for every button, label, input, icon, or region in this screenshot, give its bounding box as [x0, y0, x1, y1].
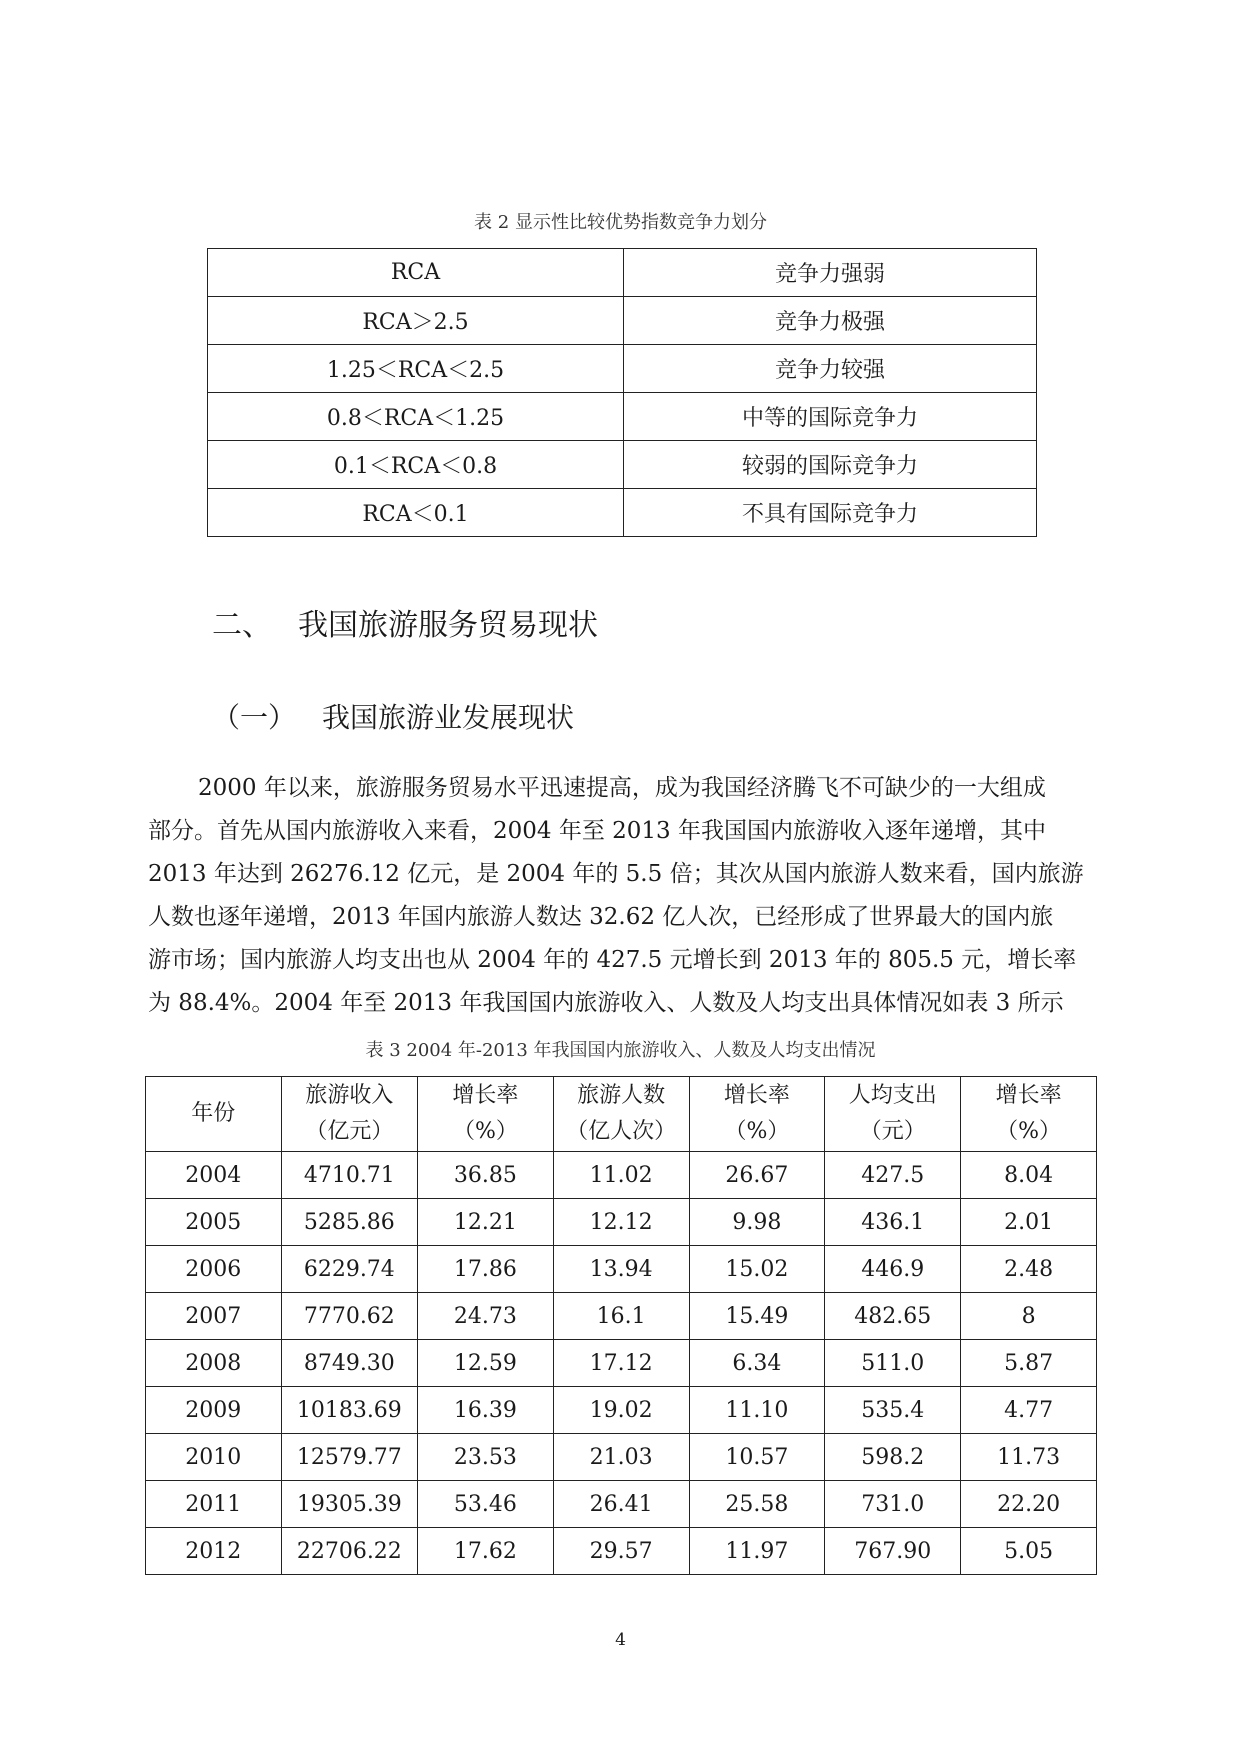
value-cell: 5.05 [961, 1528, 1097, 1575]
competitiveness-cell: 竞争力强弱 [624, 249, 1037, 297]
value-cell: 535.4 [825, 1387, 961, 1434]
value-cell: 9.98 [689, 1199, 825, 1246]
paragraph-line: 2000 年以来，旅游服务贸易水平迅速提高，成为我国经济腾飞不可缺少的一大组成 [198, 775, 1046, 801]
table-row [146, 1340, 1097, 1387]
subsection-number: （一） [212, 701, 297, 734]
paragraph-line: 为 88.4%。2004 年至 2013 年我国国内旅游收入、人数及人均支出具体情况如表 3 所示 [148, 990, 1064, 1016]
year-cell: 2010 [146, 1434, 282, 1481]
header-label: 年份 [191, 1101, 236, 1126]
value-cell: 7770.62 [281, 1293, 417, 1340]
table-header-row [208, 249, 1037, 297]
column-header [553, 1077, 689, 1152]
value-cell: 6.34 [689, 1340, 825, 1387]
value-cell: 16.1 [553, 1293, 689, 1340]
value-cell: 16.39 [418, 1387, 554, 1434]
value-cell: 5285.86 [281, 1199, 417, 1246]
value-cell: 8.04 [961, 1152, 1097, 1199]
value-cell: 29.57 [553, 1528, 689, 1575]
header-label: 旅游收入 [305, 1083, 394, 1108]
section-title: 我国旅游服务贸易现状 [298, 608, 598, 643]
value-cell: 436.1 [825, 1199, 961, 1246]
header-label: 增长率 [452, 1083, 519, 1108]
paragraph-line: 部分。首先从国内旅游收入来看，2004 年至 2013 年我国国内旅游收入逐年递增，其中 [148, 818, 1046, 844]
tourism-statistics-table [145, 1076, 1097, 1575]
value-cell: 15.49 [689, 1293, 825, 1340]
table-row [208, 297, 1037, 345]
value-cell: 12579.77 [281, 1434, 417, 1481]
table-row [146, 1387, 1097, 1434]
value-cell: 427.5 [825, 1152, 961, 1199]
subsection-title: 我国旅游业发展现状 [322, 701, 575, 734]
value-cell: 22706.22 [281, 1528, 417, 1575]
rca-range-cell: RCA＞2.5 [208, 297, 624, 345]
header-label: 旅游人数 [577, 1083, 666, 1108]
value-cell: 11.02 [553, 1152, 689, 1199]
value-cell: 11.73 [961, 1434, 1097, 1481]
competitiveness-cell: 竞争力较强 [624, 345, 1037, 393]
table2-caption: 表 2 显示性比较优势指数竞争力划分 [474, 212, 767, 233]
value-cell: 23.53 [418, 1434, 554, 1481]
header-unit: （%） [452, 1119, 518, 1144]
value-cell: 26.67 [689, 1152, 825, 1199]
year-cell: 2011 [146, 1481, 282, 1528]
value-cell: 17.12 [553, 1340, 689, 1387]
competitiveness-cell: 竞争力极强 [624, 297, 1037, 345]
table-row [146, 1293, 1097, 1340]
value-cell: 598.2 [825, 1434, 961, 1481]
year-cell: 2009 [146, 1387, 282, 1434]
rca-range-cell: RCA＜0.1 [208, 489, 624, 537]
year-cell: 2005 [146, 1199, 282, 1246]
column-header [961, 1077, 1097, 1152]
column-header [418, 1077, 554, 1152]
value-cell: 11.97 [689, 1528, 825, 1575]
table-row [146, 1246, 1097, 1293]
value-cell: 17.86 [418, 1246, 554, 1293]
section-number: 二、 [212, 608, 272, 643]
body-paragraph [148, 767, 1098, 1025]
header-unit: （亿元） [305, 1119, 394, 1144]
table3-caption: 表 3 2004 年-2013 年我国国内旅游收入、人数及人均支出情况 [365, 1040, 876, 1061]
table-row [146, 1434, 1097, 1481]
value-cell: 25.58 [689, 1481, 825, 1528]
year-cell: 2007 [146, 1293, 282, 1340]
header-unit: （元） [859, 1119, 926, 1144]
value-cell: 53.46 [418, 1481, 554, 1528]
value-cell: 17.62 [418, 1528, 554, 1575]
value-cell: 446.9 [825, 1246, 961, 1293]
subsection-heading [212, 696, 574, 736]
value-cell: 15.02 [689, 1246, 825, 1293]
table-row [208, 345, 1037, 393]
header-label: 人均支出 [848, 1083, 937, 1108]
rca-range-cell: 0.8＜RCA＜1.25 [208, 393, 624, 441]
value-cell: 10.57 [689, 1434, 825, 1481]
value-cell: 36.85 [418, 1152, 554, 1199]
year-cell: 2006 [146, 1246, 282, 1293]
paragraph-line: 人数也逐年递增，2013 年国内旅游人数达 32.62 亿人次，已经形成了世界最大的国内旅 [148, 904, 1054, 930]
value-cell: 8 [961, 1293, 1097, 1340]
value-cell: 6229.74 [281, 1246, 417, 1293]
rca-range-cell: 0.1＜RCA＜0.8 [208, 441, 624, 489]
value-cell: 731.0 [825, 1481, 961, 1528]
page-number: 4 [615, 1630, 626, 1650]
table-row [208, 489, 1037, 537]
value-cell: 24.73 [418, 1293, 554, 1340]
table-row [146, 1528, 1097, 1575]
header-label: 增长率 [995, 1083, 1062, 1108]
paragraph-line: 2013 年达到 26276.12 亿元，是 2004 年的 5.5 倍；其次从国内旅游人数来看，国内旅游 [148, 861, 1084, 887]
rca-range-cell: 1.25＜RCA＜2.5 [208, 345, 624, 393]
value-cell: 4710.71 [281, 1152, 417, 1199]
header-unit: （%） [724, 1119, 790, 1144]
table-header-row [146, 1077, 1097, 1152]
value-cell: 12.12 [553, 1199, 689, 1246]
table-row [146, 1481, 1097, 1528]
header-unit: （%） [996, 1119, 1062, 1144]
value-cell: 26.41 [553, 1481, 689, 1528]
value-cell: 2.48 [961, 1246, 1097, 1293]
column-header [281, 1077, 417, 1152]
value-cell: 22.20 [961, 1481, 1097, 1528]
value-cell: 10183.69 [281, 1387, 417, 1434]
rca-range-cell: RCA [208, 249, 624, 297]
value-cell: 13.94 [553, 1246, 689, 1293]
year-cell: 2004 [146, 1152, 282, 1199]
table-row [146, 1199, 1097, 1246]
value-cell: 11.10 [689, 1387, 825, 1434]
value-cell: 8749.30 [281, 1340, 417, 1387]
table-row [208, 441, 1037, 489]
value-cell: 4.77 [961, 1387, 1097, 1434]
header-unit: （亿人次） [566, 1119, 677, 1144]
value-cell: 511.0 [825, 1340, 961, 1387]
value-cell: 12.59 [418, 1340, 554, 1387]
value-cell: 5.87 [961, 1340, 1097, 1387]
rca-classification-table [207, 248, 1037, 537]
value-cell: 2.01 [961, 1199, 1097, 1246]
value-cell: 482.65 [825, 1293, 961, 1340]
competitiveness-cell: 中等的国际竞争力 [624, 393, 1037, 441]
column-header [825, 1077, 961, 1152]
competitiveness-cell: 不具有国际竞争力 [624, 489, 1037, 537]
value-cell: 767.90 [825, 1528, 961, 1575]
value-cell: 21.03 [553, 1434, 689, 1481]
column-header [146, 1077, 282, 1152]
header-label: 增长率 [723, 1083, 790, 1108]
value-cell: 12.21 [418, 1199, 554, 1246]
value-cell: 19.02 [553, 1387, 689, 1434]
table-row [208, 393, 1037, 441]
table-row [146, 1152, 1097, 1199]
year-cell: 2008 [146, 1340, 282, 1387]
column-header [689, 1077, 825, 1152]
section-heading [212, 600, 598, 644]
paragraph-line: 游市场；国内旅游人均支出也从 2004 年的 427.5 元增长到 2013 年的 805.5 元，增长率 [148, 947, 1077, 973]
value-cell: 19305.39 [281, 1481, 417, 1528]
year-cell: 2012 [146, 1528, 282, 1575]
competitiveness-cell: 较弱的国际竞争力 [624, 441, 1037, 489]
